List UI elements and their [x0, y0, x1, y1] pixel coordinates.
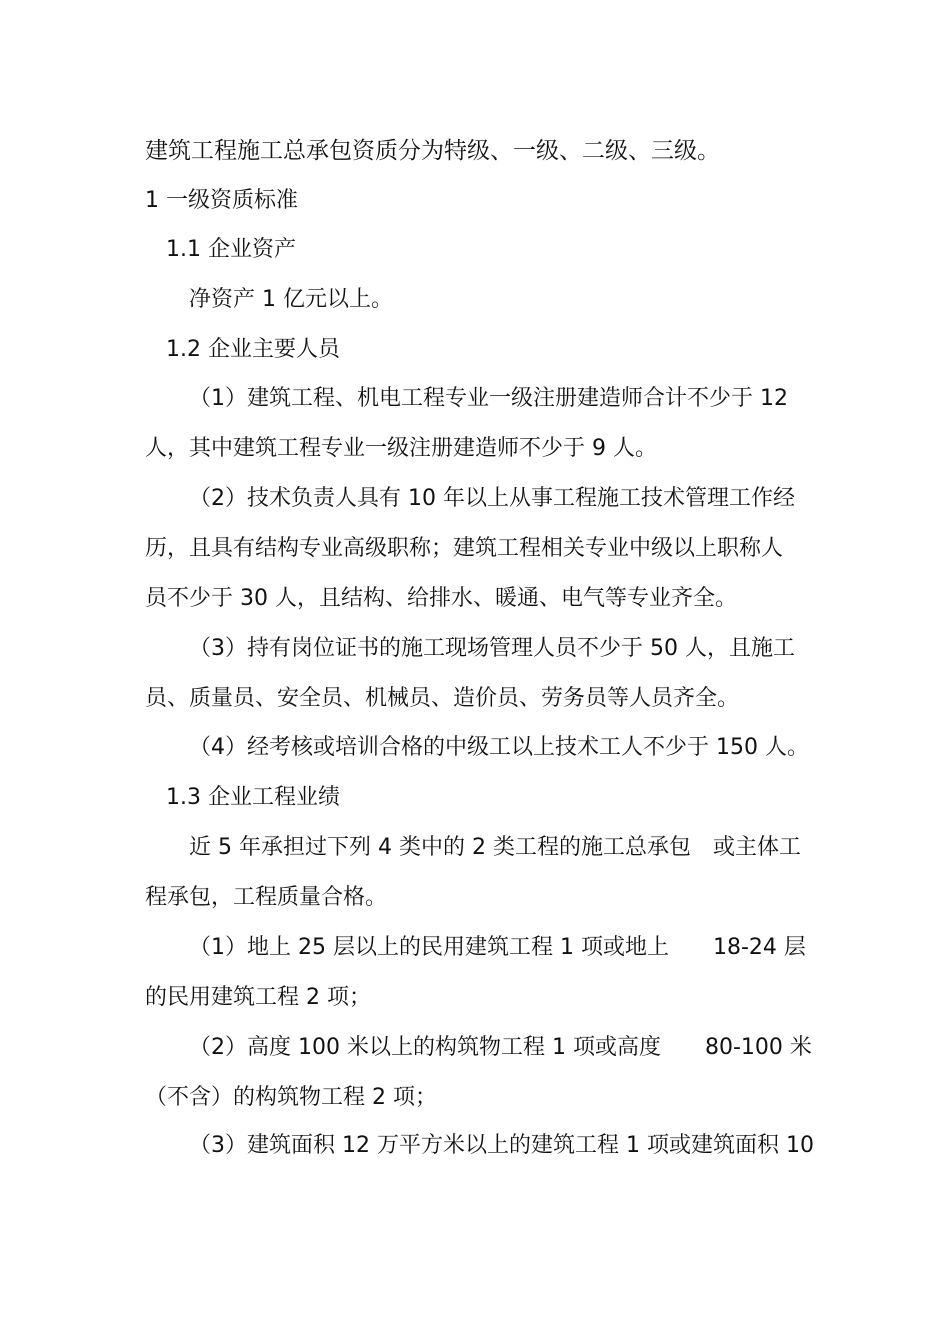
performance-item-1-line-2: 的民用建筑工程 2 项； — [145, 985, 371, 1010]
performance-intro-line-2: 程承包，工程质量合格。 — [145, 885, 388, 910]
personnel-item-2-line-1: （2）技术负责人具有 10 年以上从事工程施工技术管理工作经 — [189, 486, 795, 511]
assets-requirement: 净资产 1 亿元以上。 — [189, 287, 393, 312]
personnel-item-3-line-1: （3）持有岗位证书的施工现场管理人员不少于 50 人，且施工 — [189, 636, 795, 661]
intro-paragraph: 建筑工程施工总承包资质分为特级、一级、二级、三级。 — [145, 138, 720, 164]
performance-item-2-line-1: （2）高度 100 米以上的构筑物工程 1 项或高度 80-100 米 — [189, 1035, 812, 1060]
personnel-item-2-line-3: 员不少于 30 人，且结构、给排水、暖通、电气等专业齐全。 — [145, 586, 737, 611]
personnel-item-1-line-1: （1）建筑工程、机电工程专业一级注册建造师合计不少于 12 — [189, 386, 788, 411]
subsection-heading-1-3: 1.3 企业工程业绩 — [166, 785, 340, 810]
personnel-item-2-line-2: 历，且具有结构专业高级职称；建筑工程相关专业中级以上职称人 — [145, 536, 784, 561]
personnel-item-1-line-2: 人，其中建筑工程专业一级注册建造师不少于 9 人。 — [145, 436, 657, 461]
subsection-heading-1-1: 1.1 企业资产 — [166, 237, 296, 262]
performance-item-2-line-2: （不含）的构筑物工程 2 项； — [145, 1085, 437, 1110]
personnel-item-4: （4）经考核或培训合格的中级工以上技术工人不少于 150 人。 — [189, 735, 809, 760]
performance-intro-line-1: 近 5 年承担过下列 4 类中的 2 类工程的施工总承包 或主体工 — [189, 835, 801, 860]
section-heading-1: 1 一级资质标准 — [145, 188, 298, 213]
performance-item-3-line-1: （3）建筑面积 12 万平方米以上的建筑工程 1 项或建筑面积 10 — [189, 1133, 814, 1158]
personnel-item-3-line-2: 员、质量员、安全员、机械员、造价员、劳务员等人员齐全。 — [145, 686, 740, 711]
subsection-heading-1-2: 1.2 企业主要人员 — [166, 337, 340, 362]
performance-item-1-line-1: （1）地上 25 层以上的民用建筑工程 1 项或地上 18-24 层 — [189, 935, 806, 960]
